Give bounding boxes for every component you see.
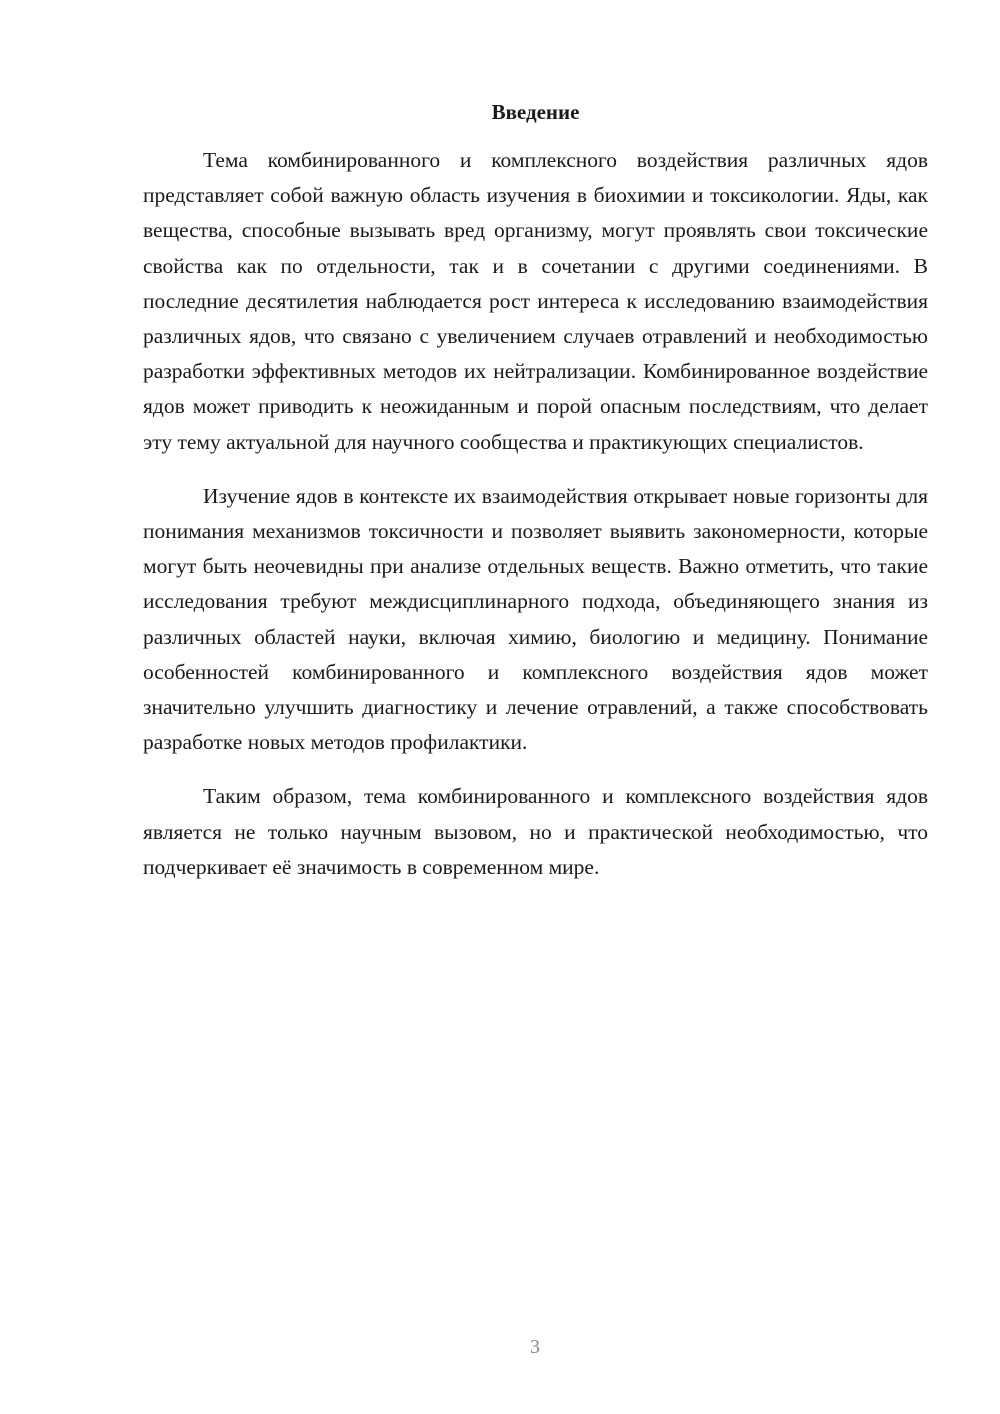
section-heading: Введение — [491, 100, 580, 124]
paragraph-2: Изучение ядов в контексте их взаимодействия открывает новые горизонты для понимания механизмов токсичности и позволяет выявить закономерности, которые могут быть неочевидны при анализе отдельных веществ. Важно отметить, что такие исследования требуют междисциплинарного подхода, объединяющего знания из различных областей науки, включая химию, биологию и медицину. Понимание особенностей комбинированного и комплексного воздействия ядов может значительно улучшить диагностику и лечение отравлений, а также способствовать разработке новых методов профилактики. — [143, 483, 928, 755]
paragraph-3: Таким образом, тема комбинированного и комплексного воздействия ядов является не только научным вызовом, но и практической необходимостью, что подчеркивает её значимость в современном мире. — [143, 784, 928, 879]
page-number: 3 — [530, 1336, 540, 1358]
body-text — [143, 143, 928, 885]
paragraph-1: Тема комбинированного и комплексного воздействия различных ядов представляет собой важную область изучения в биохимии и токсикологии. Яды, как вещества, способные вызывать вред организму, могут проявлять свои токсические свойства как по отдельности, так и в сочетании с другими соединениями. В последние десятилетия наблюдается рост интереса к исследованию взаимодействия различных ядов, что связано с увеличением случаев отравлений и необходимостью разработки эффективных методов их нейтрализации. Комбинированное воздействие ядов может приводить к неожиданным и порой опасным последствиям, что делает эту тему актуальной для научного сообщества и практикующих специалистов. — [143, 148, 928, 454]
